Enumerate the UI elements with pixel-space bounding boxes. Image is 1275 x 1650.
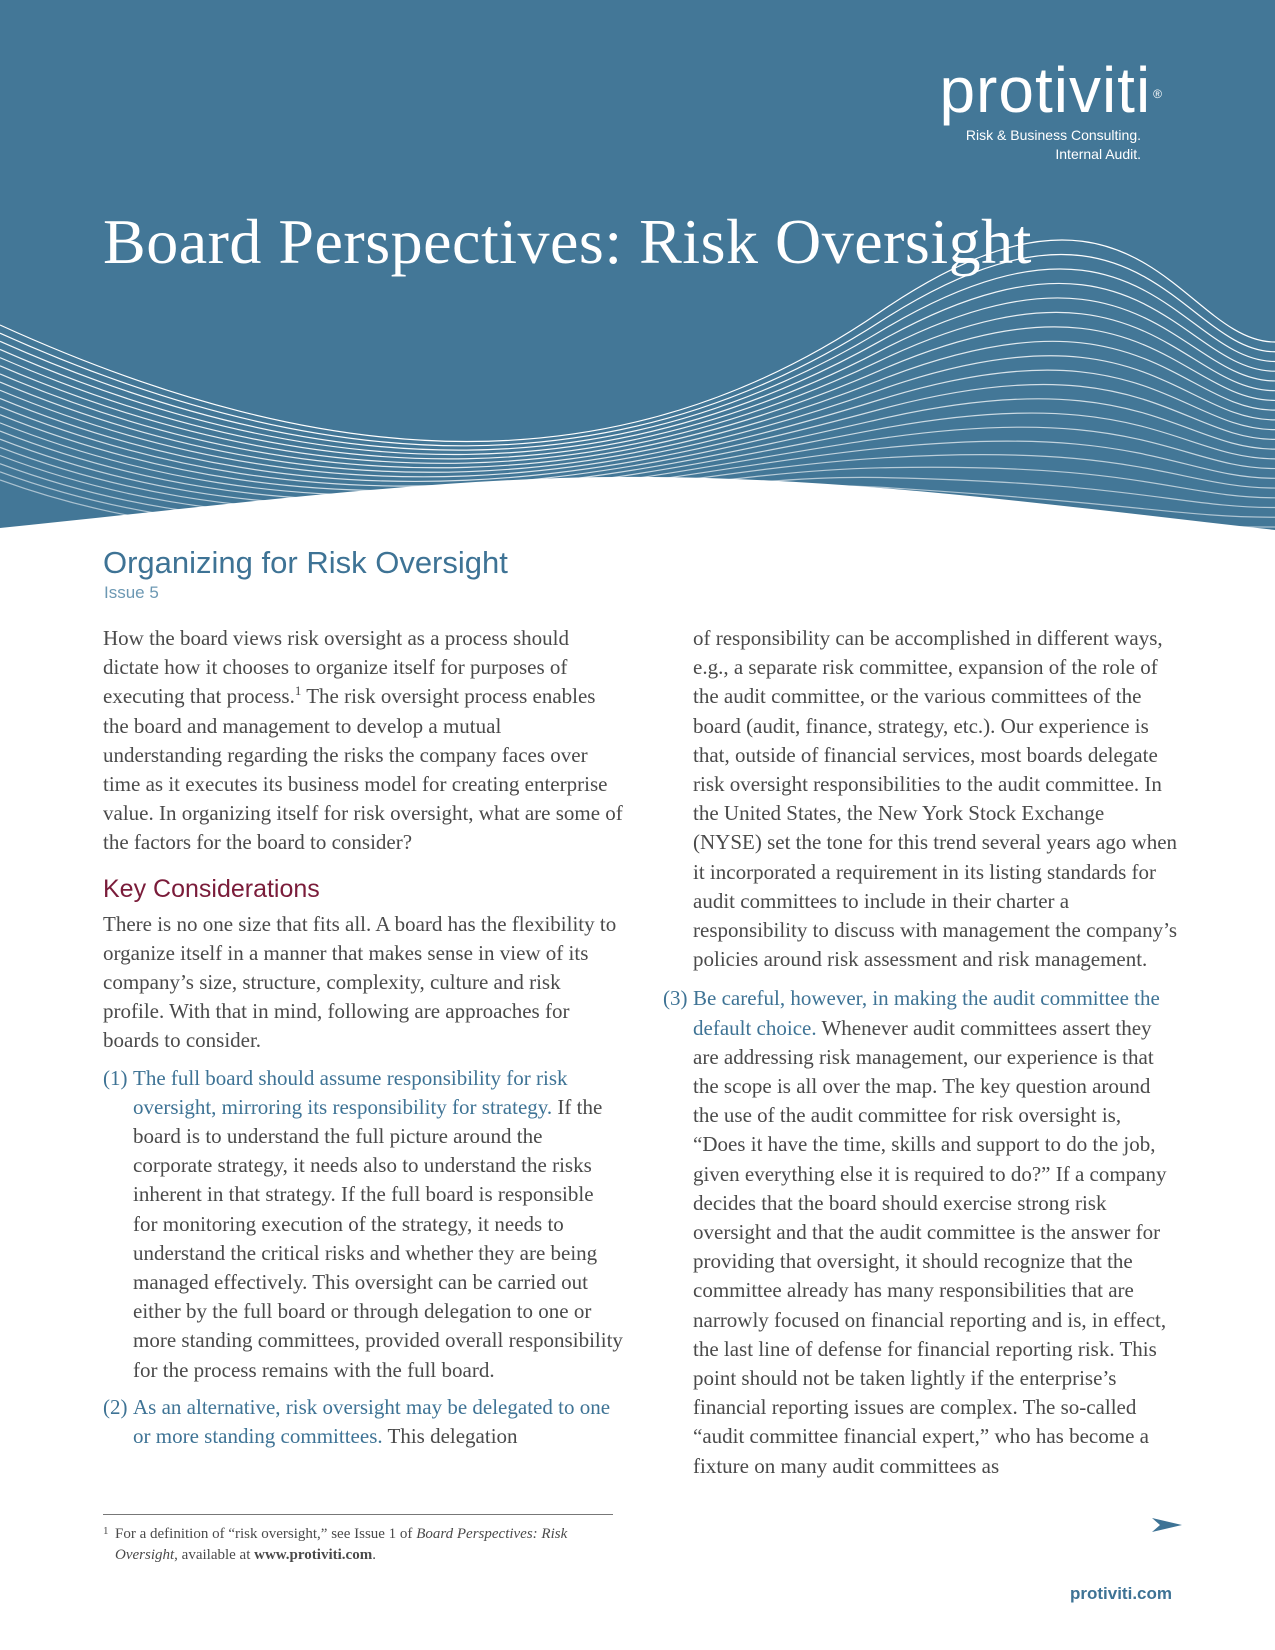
section-title: Organizing for Risk Oversight [103,545,508,580]
arrow-right-icon[interactable] [1152,1517,1182,1533]
footnote-link[interactable]: www.protiviti.com [254,1547,373,1563]
registered-mark: ® [1153,87,1163,101]
item-body: If the board is to understand the full picture around the corporate strategy, it needs also to understand the risks inherent in that strategy. If the full board is responsible for monitoring execution of the strategy, it needs to understand the critical risks and whether they are being managed effectively. This oversight can be carried out either by the full board or through delegation to one or more standing committees, provided overall responsibility for the process remains with the full board. [133,1094,623,1382]
footnote-reference[interactable]: 1 [294,683,302,699]
item-lead: As an alternative, risk oversight may be delegated to one or more standing committees. [133,1394,611,1449]
logo-wordmark: protiviti [939,54,1152,126]
issue-label: Issue 5 [104,583,159,602]
protiviti-logo [939,54,1163,164]
footer-website[interactable]: protiviti.com [1069,1584,1172,1603]
left-column [103,624,623,1451]
footnote: 1 For a definition of “risk oversight,” see Issue 1 of Board Perspectives: Risk Oversight, available at www.protiviti.com. [103,1524,613,1566]
logo-tagline-line2: Internal Audit. [1055,146,1141,162]
footnote-publication: Board Perspectives: Risk Oversight [115,1526,568,1563]
key-considerations-heading: Key Considerations [103,874,320,903]
item-number: (3) [663,986,688,1011]
consideration-item-1 [103,1064,623,1385]
item-body: This delegation [382,1424,518,1449]
page-title: Board Perspectives: Risk Oversight [103,206,1032,277]
consideration-item-2 [103,1393,623,1451]
right-column [663,624,1178,1481]
footnote-divider [103,1514,613,1515]
item-lead: The full board should assume responsibility for risk oversight, mirroring its responsibility for strategy. [133,1065,568,1119]
item-body: Whenever audit committees assert they are addressing risk management, our experience is that the scope is all over the map. The key question around the use of the audit committee for risk oversight is, “Does it have the time, skills and support to do the job, given everything else it is required to do?” If a company decides that the board should exercise strong risk oversight and that the audit committee is the answer for providing that oversight, it should recognize that the committee already has many responsibilities that are narrowly focused on financial reporting and is, in effect, the last line of defense for financial reporting risk. This point should not be taken lightly if the enterprise’s financial reporting issues are complex. The so-called “audit committee financial expert,” who has become a fixture on many audit committees as [693,1015,1167,1478]
logo-tagline-line1: Risk & Business Consulting. [965,127,1141,143]
key-considerations-intro: There is no one size that fits all. A board has the flexibility to organize itself in a manner that makes sense in view of its company’s size, structure, complexity, culture and risk profile. With that in mind, following are approaches for boards to consider. [103,911,617,1053]
item-number: (1) [103,1065,128,1090]
item-2-continuation: of responsibility can be accomplished in different ways, e.g., a separate risk committee, expansion of the role of the audit committee, or the various committees of the board (audit, finance, strategy, etc.). Our experience is that, outside of financial services, most boards delegate risk oversight responsibilities to the audit committee. In the United States, the New York Stock Exchange (NYSE) set the tone for this trend several years ago when it incorporated a requirement in its listing standards for audit committees to include in their charter a responsibility to discuss with management the company’s policies around risk assessment and risk management. [693,626,1178,972]
intro-paragraph: How the board views risk oversight as a process should dictate how it chooses to organize itself for purposes of executing that process.$^1$ The risk oversight process enables the board and management to develop a mutual understanding regarding the risks the company faces over time as it executes its business model for creating enterprise value. In organizing itself for risk oversight, what are some of the factors for the board to consider? [103,626,623,855]
item-lead: Be careful, however, in making the audit committee the default choice. [693,986,1160,1040]
footnote-number: 1 [103,1525,109,1537]
item-number: (2) [103,1394,128,1419]
consideration-item-3 [663,984,1178,1480]
